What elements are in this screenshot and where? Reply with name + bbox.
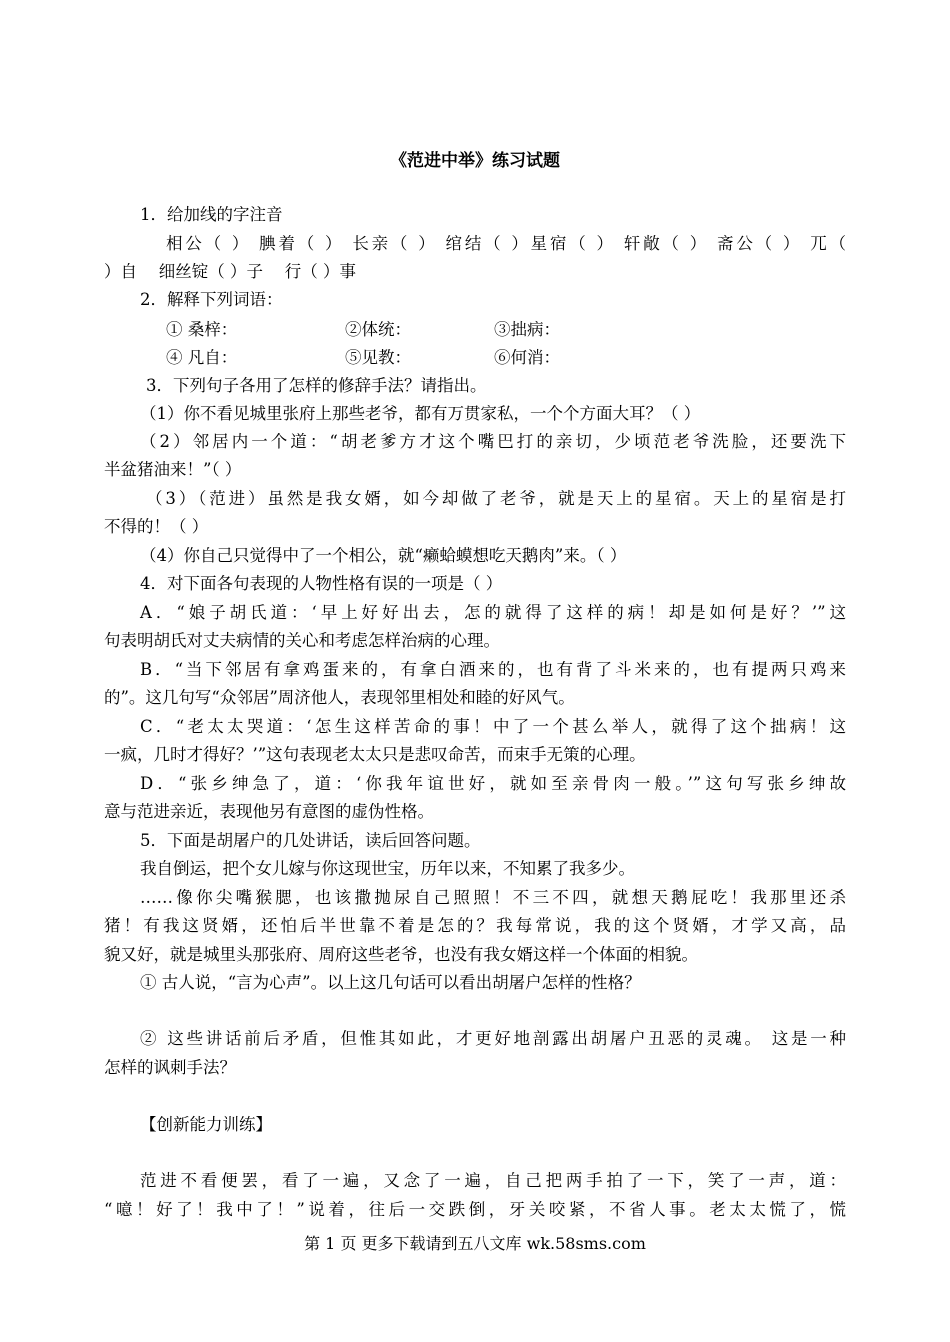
q2-term-5: ⑤见教：: [345, 348, 411, 367]
q4-option-c2: 一疯，几时才得好？’”这句表现老太太只是悲叹命苦，而束手无策的心理。: [104, 745, 646, 764]
q5-quote-2a: ……像你尖嘴猴腮，也该撒抛尿自己照照！不三不四，就想天鹅屁吃！我那里还杀: [140, 888, 846, 907]
q1-line2: ）自 细丝锭（ ）子 行（ ）事: [104, 262, 356, 281]
section-heading: 【创新能力训练】: [140, 1115, 272, 1134]
q5-quote-1: 我自倒运，把个女儿嫁与你这现世宝，历年以来，不知累了我多少。: [140, 859, 635, 878]
q2-term-1: ① 桑梓：: [166, 320, 238, 339]
q2-term-6: ⑥何消：: [494, 348, 560, 367]
q2-term-3: ③拙病：: [494, 320, 560, 339]
q5-sub-question-1: ① 古人说，“言为心声”。以上这几句话可以看出胡屠户怎样的性格？: [140, 973, 641, 992]
q4-option-d2: 意与范进亲近，表现他另有意图的虚伪性格。: [104, 802, 434, 821]
passage-line-2: “噫！好了！我中了！”说着，往后一交跌倒，牙关咬紧，不省人事。老太太慌了，慌: [104, 1200, 846, 1219]
q2-heading: 2．解释下列词语：: [140, 290, 283, 309]
q4-option-c1: C．“老太太哭道：‘怎生这样苦命的事！中了一个甚么举人，就得了这个拙病！这: [140, 717, 846, 736]
page-footer: 第 1 页 更多下载请到五八文库 wk.58sms.com: [304, 1234, 646, 1253]
q5-sub-question-2b: 怎样的讽刺手法？: [104, 1058, 236, 1077]
q3-sentence-4: （4）你自己只觉得中了一个相公，就“癞蛤蟆想吃天鹅肉”来。（ ）: [140, 546, 627, 565]
q3-sentence-1: （1）你不看见城里张府上那些老爷，都有万贯家私，一个个方面大耳？（ ）: [140, 404, 701, 423]
q4-option-a1: A．“娘子胡氏道：‘早上好好出去，怎的就得了这样的病！却是如何是好？’”这: [140, 603, 846, 622]
q1-heading: 1．给加线的字注音: [140, 205, 283, 224]
q5-quote-2b: 猪！有我这贤婿，还怕后半世靠不着是怎的？我每常说，我的这个贤婿，才学又高，品: [104, 916, 846, 935]
q2-term-4: ④ 凡自：: [166, 348, 238, 367]
q4-option-a2: 句表明胡氏对丈夫病情的关心和考虑怎样治病的心理。: [104, 631, 500, 650]
q3-heading: 3．下列句子各用了怎样的修辞手法？请指出。: [146, 376, 487, 395]
q4-option-d1: D．“张乡绅急了，道：‘你我年谊世好，就如至亲骨肉一般。’”这句写张乡绅故: [140, 774, 846, 793]
q4-option-b2: 的”。这几句写“众邻居”周济他人，表现邻里相处和睦的好风气。: [104, 688, 575, 707]
q4-heading: 4．对下面各句表现的人物性格有误的一项是（ ）: [140, 574, 503, 593]
q4-option-b1: B．“当下邻居有拿鸡蛋来的，有拿白酒来的，也有背了斗米来的，也有提两只鸡来: [140, 660, 846, 679]
q1-line1: 相公（ ） 腆着（ ） 长亲（ ） 绾结（ ）星宿（ ） 轩敞（ ） 斋公（ ） 兀（: [166, 234, 846, 253]
q2-term-2: ②体统：: [345, 320, 411, 339]
q5-heading: 5．下面是胡屠户的几处讲话，读后回答问题。: [140, 831, 481, 850]
q3-sentence-3a: （3）（范进）虽然是我女婿，如今却做了老爷，就是天上的星宿。天上的星宿是打: [146, 489, 846, 508]
page-title: 《范进中举》练习试题: [390, 151, 560, 171]
q5-sub-question-2a: ② 这些讲话前后矛盾，但惟其如此，才更好地剖露出胡屠户丑恶的灵魂。 这是一种: [140, 1029, 846, 1048]
q3-sentence-2a: （2）邻居内一个道：“胡老爹方才这个嘴巴打的亲切，少顷范老爷洗脸，还要洗下: [140, 432, 846, 451]
passage-line-1: 范进不看便罢，看了一遍，又念了一遍，自己把两手拍了一下，笑了一声，道：: [140, 1171, 846, 1190]
q5-quote-2c: 貌又好，就是城里头那张府、周府这些老爷，也没有我女婿这样一个体面的相貌。: [104, 945, 698, 964]
q3-sentence-2b: 半盆猪油来！”（ ）: [104, 460, 242, 479]
q3-sentence-3b: 不得的！（ ）: [104, 517, 209, 536]
